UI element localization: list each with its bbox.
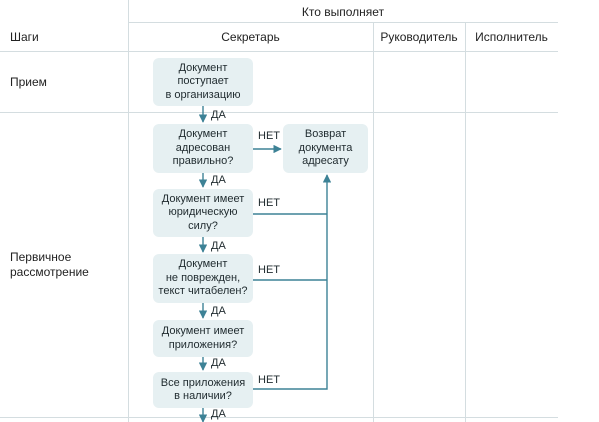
label-yes-5: ДА — [211, 357, 226, 369]
column-header-executor: Исполнитель — [475, 30, 548, 44]
label-yes-3: ДА — [211, 240, 226, 252]
label-yes-1: ДА — [211, 109, 226, 121]
header-who-performs: Кто выполняет — [301, 5, 385, 19]
label-no-1: НЕТ — [258, 130, 280, 142]
step-doc-received: Документ поступает в организацию — [153, 58, 253, 106]
stage-initial-review: Первичное рассмотрение — [10, 250, 89, 279]
step-addressed-correctly: Документ адресован правильно? — [153, 124, 253, 173]
column-header-manager: Руководитель — [380, 30, 458, 44]
label-yes-4: ДА — [211, 305, 226, 317]
label-no-3: НЕТ — [258, 264, 280, 276]
step-return-to-sender: Возврат документа адресату — [283, 124, 368, 173]
label-no-2: НЕТ — [258, 197, 280, 209]
step-not-damaged: Документ не поврежден, текст читабелен? — [153, 254, 253, 303]
label-yes-6: ДА — [211, 408, 226, 420]
column-header-secretary: Секретарь — [221, 30, 280, 44]
step-all-attachments: Все приложения в наличии? — [153, 372, 253, 408]
label-yes-2: ДА — [211, 174, 226, 186]
step-has-attachments: Документ имеет приложения? — [153, 320, 253, 357]
step-legal-force: Документ имеет юридическую силу? — [153, 189, 253, 237]
stage-reception: Прием — [10, 75, 47, 89]
label-no-4: НЕТ — [258, 374, 280, 386]
column-header-stages: Шаги — [10, 30, 39, 44]
